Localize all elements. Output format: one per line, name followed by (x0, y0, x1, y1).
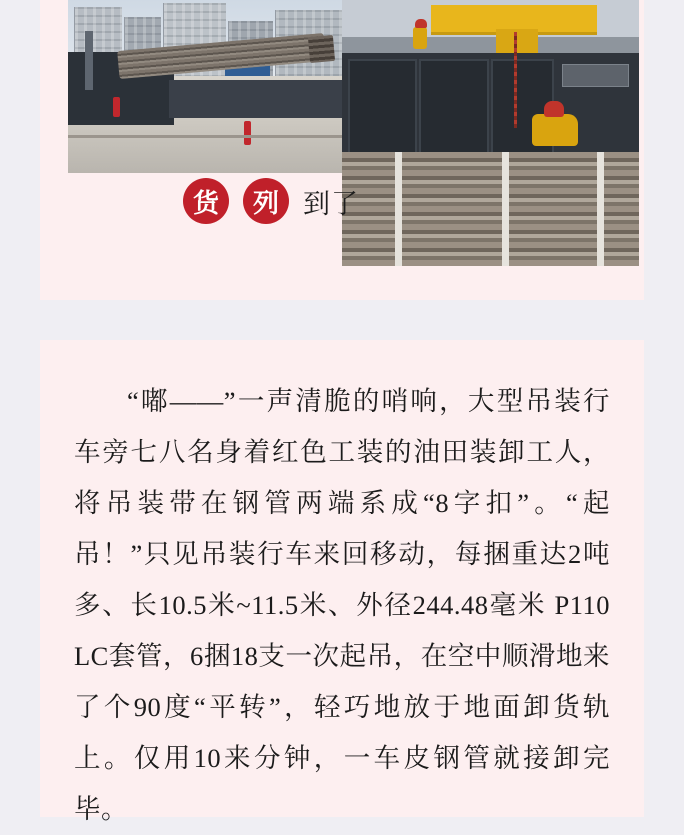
photo-worker-helmet (415, 19, 427, 28)
photo-steel-pipes-end (308, 35, 335, 63)
card-separator (0, 300, 684, 340)
photo-railcar-second (169, 80, 348, 118)
article-paragraph: “嘟——”一声清脆的哨响，大型吊装行车旁七八名身着红色工装的油田装卸工人，将吊装带在钢管两端系成“8字扣”。“起吊！”只见吊装行车来回移动，每捆重达2吨多、长10.5米~11.5米、外径244.48毫米 P110 LC套管，6捆18支一次起吊，在空中顺滑地来了个90度“平转”，轻巧地放于地面卸货轨上。仅用10来分钟，一车皮钢管就接卸完毕。 (74, 386, 610, 824)
text-card (40, 340, 644, 824)
photo-lifting-strap (395, 152, 402, 266)
photo-worker-body (532, 114, 578, 146)
photo-caption (183, 178, 359, 224)
photo-card (40, 0, 644, 300)
caption-text: 到了 (303, 188, 359, 219)
photo-rail-line (68, 135, 348, 138)
photo-worker (113, 97, 120, 117)
photo-crane-column (85, 31, 93, 90)
page-margin-left (0, 0, 40, 817)
photo-sign (562, 64, 629, 87)
photo-railcar-panel (348, 59, 417, 159)
photo-worker (413, 27, 427, 49)
caption-badge-1: 货 (183, 178, 229, 224)
photo-worker (244, 121, 251, 145)
photo-worker-strapping (342, 0, 639, 266)
photo-crane-loading (68, 0, 348, 173)
photo-lifting-strap (502, 152, 509, 266)
caption-badge-2: 列 (243, 178, 289, 224)
photo-lifting-strap (597, 152, 604, 266)
photo-steel-pipe-bundle (342, 152, 639, 266)
photo-railcar-panel (419, 59, 488, 159)
page-margin-right (644, 0, 684, 817)
photo-group (40, 0, 644, 300)
photo-worker-helmet (544, 101, 564, 117)
photo-lifting-chain (514, 32, 517, 128)
